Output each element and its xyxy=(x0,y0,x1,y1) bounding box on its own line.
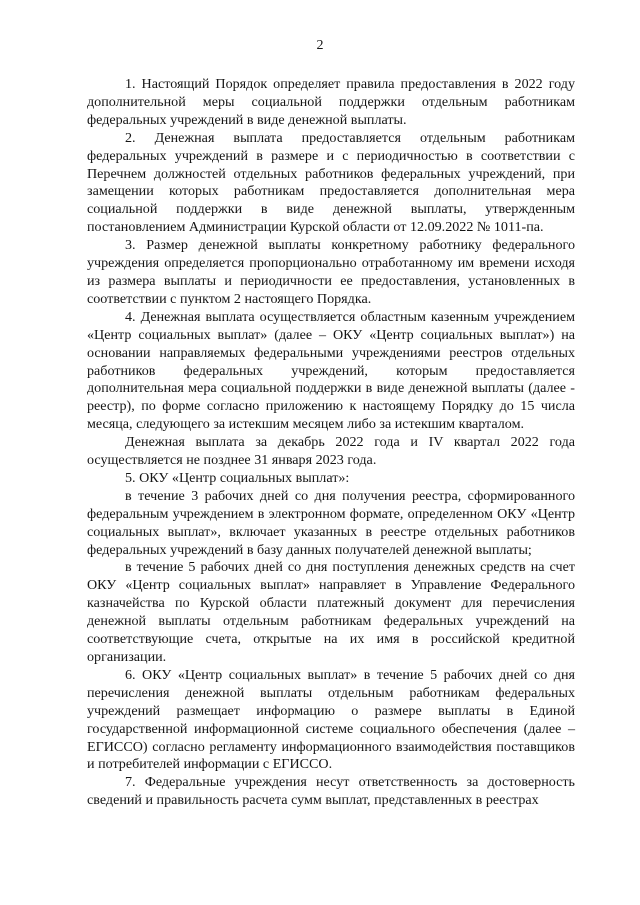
paragraph-5-item-1: в течение 3 рабочих дней со дня получения реестра, сформированного федеральным учреждением в электронном формате, определенном ОКУ «Центр социальных выплат», включает указанных в реестре отдельных работников федеральных учреждений в базу данных получателей денежной выплаты; xyxy=(87,487,575,558)
paragraph-4: 4. Денежная выплата осуществляется областным казенным учреждением «Центр социальных выплат» (далее – ОКУ «Центр социальных выплат») на основании направляемых федеральными учреждениями реестров отдельных работников федеральных учреждений, которым предоставляется дополнительная мера социальной поддержки в виде денежной выплаты (далее - реестр), по форме согласно приложению к настоящему Порядку до 15 числа месяца, следующего за истекшим месяцем либо за истекшим кварталом. xyxy=(87,308,575,433)
page-number: 2 xyxy=(316,38,324,53)
paragraph-6: 6. ОКУ «Центр социальных выплат» в течение 5 рабочих дней со дня перечисления денежной выплаты отдельным работникам федеральных учреждений размещает информацию о размере выплаты в Единой государственной информационной системе социального обеспечения (далее – ЕГИССО) согласно регламенту информационного взаимодействия поставщиков и потребителей информации с ЕГИССО. xyxy=(87,666,575,773)
paragraph-3: 3. Размер денежной выплаты конкретному работнику федерального учреждения определяется пропорционально отработанному им времени исходя из размера выплаты и периодичности ее предоставления, установленных в соответствии с пунктом 2 настоящего Порядка. xyxy=(87,237,575,307)
paragraph-2: 2. Денежная выплата предоставляется отдельным работникам федеральных учреждений в размере и с периодичностью в соответствии с Перечнем должностей отдельных работников федеральных учреждений, при замещении которых работникам предоставляется дополнительная мера социальной поддержки в виде денежной выплаты, утвержденным постановлением Администрации Курской области от 12.09.2022 № 1011-па. xyxy=(87,129,575,236)
paragraph-1: 1. Настоящий Порядок определяет правила предоставления в 2022 году дополнительной меры социальной поддержки отдельным работникам федеральных учреждений в виде денежной выплаты. xyxy=(87,76,575,128)
paragraph-5-item-2: в течение 5 рабочих дней со дня поступления денежных средств на счет ОКУ «Центр социальных выплат» направляет в Управление Федерального казначейства по Курской области платежный документ для перечисления денежной выплаты отдельным работникам федеральных учреждений на соответствующие счета, открытые на их имя в российской кредитной организации. xyxy=(87,559,575,665)
paragraph-7: 7. Федеральные учреждения несут ответственность за достоверность сведений и правильность расчета сумм выплат, представленных в реестрах xyxy=(87,774,575,809)
paragraph-5: 5. ОКУ «Центр социальных выплат»: xyxy=(125,469,350,486)
paragraph-4-continuation: Денежная выплата за декабрь 2022 года и IV квартал 2022 года осуществляется не позднее 31 января 2023 года. xyxy=(87,434,575,469)
document-body xyxy=(87,76,575,810)
